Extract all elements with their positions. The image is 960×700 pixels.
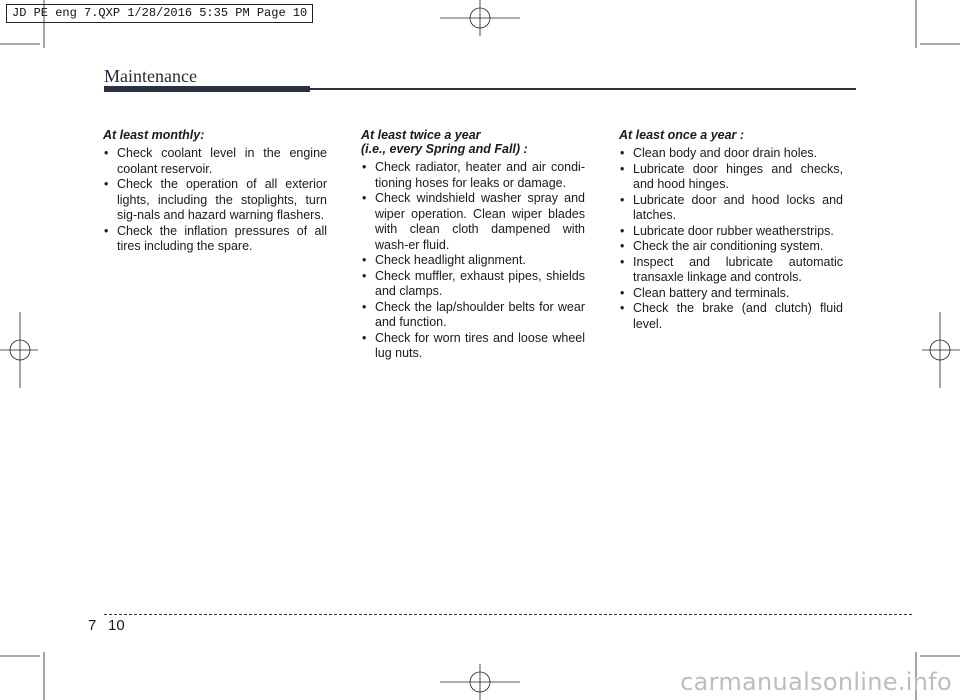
list-yearly: [619, 146, 843, 332]
list-item: • Clean battery and terminals.: [620, 285, 790, 300]
col-heading-yearly: At least once a year :: [619, 128, 745, 142]
registration-mark-bottom: [440, 664, 520, 700]
col-heading-line2: (i.e., every Spring and Fall) :: [361, 142, 528, 156]
col-heading-line1: At least twice a year: [361, 128, 481, 142]
list-item: • Check the air conditioning system.: [620, 239, 824, 253]
page-number: 10: [108, 617, 125, 634]
list-item: • Check radiator, heater and air condi-tioning hoses for leaks or damage.: [362, 160, 585, 190]
list-item: • Lubricate door and hood locks and latches.: [620, 192, 843, 222]
column-monthly: [103, 128, 327, 255]
registration-mark-top: [440, 0, 520, 36]
registration-mark-left: [0, 312, 38, 388]
watermark: carmanualsonline.info: [680, 668, 952, 696]
list-item: • Check muffler, exhaust pipes, shields and clamps.: [362, 268, 585, 298]
column-twice-yearly: [361, 128, 585, 362]
chapter-number: 7: [88, 617, 97, 634]
list-item: • Check the brake (and clutch) fluid level.: [620, 301, 843, 331]
list-item: • Lubricate door rubber weatherstrips.: [620, 223, 834, 238]
registration-mark-right: [922, 312, 960, 388]
list-item: • Check the inflation pressures of all tires including the spare.: [104, 223, 327, 253]
list-item: • Check the operation of all exterior lights, including the stoplights, turn sig-nals and hazard warning flashers.: [104, 177, 327, 222]
footer-rule: [104, 614, 912, 615]
list-item: • Check headlight alignment.: [362, 253, 526, 267]
col-heading-twice-yearly: [361, 128, 585, 156]
list-item: • Inspect and lubricate automatic transaxle linkage and controls.: [620, 254, 843, 284]
list-item: • Check windshield washer spray and wiper operation. Clean wiper blades with clean cloth dampened with wash-er fluid.: [362, 191, 585, 252]
title-accent-bar: [104, 86, 310, 92]
list-monthly: [103, 146, 327, 255]
list-twice-yearly: [361, 160, 585, 362]
list-item: • Lubricate door hinges and checks, and hood hinges.: [620, 161, 843, 191]
list-item: • Check for worn tires and loose wheel lug nuts.: [362, 330, 585, 360]
print-slug: JD PE eng 7.QXP 1/28/2016 5:35 PM Page 10: [6, 4, 313, 23]
list-item: • Clean body and door drain holes.: [620, 146, 818, 160]
list-item: • Check the lap/shoulder belts for wear and function.: [362, 299, 585, 329]
col-heading-monthly: At least monthly:: [103, 128, 205, 142]
column-yearly: [619, 128, 843, 332]
section-title: Maintenance: [104, 66, 197, 86]
list-item: • Check coolant level in the engine coolant reservoir.: [104, 146, 327, 176]
